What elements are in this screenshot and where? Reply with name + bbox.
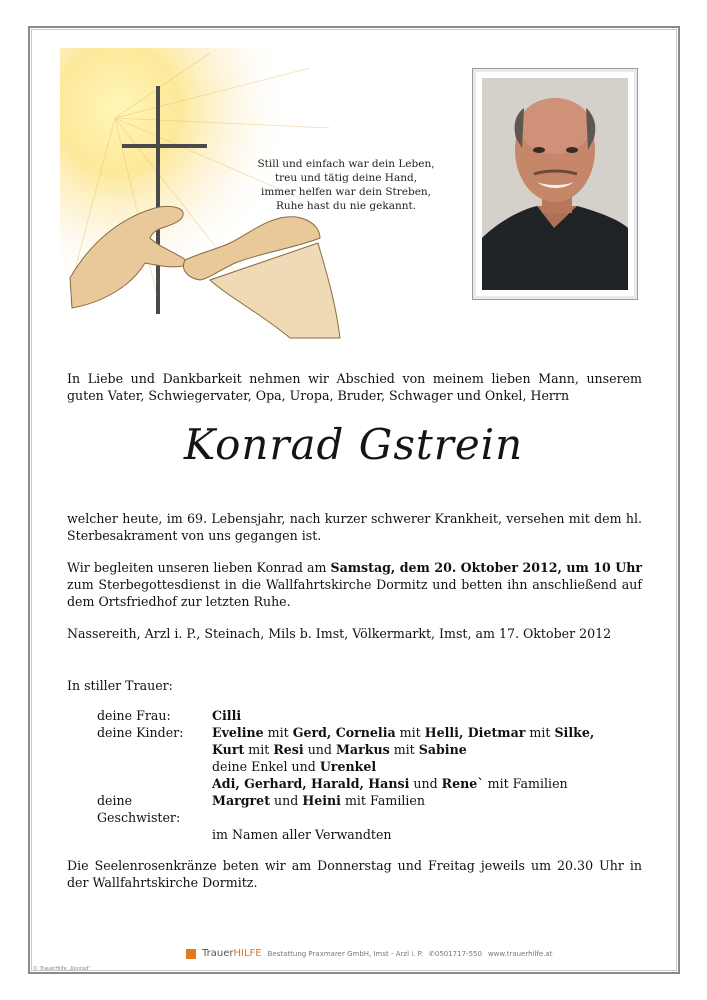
name: Sabine: [418, 742, 467, 757]
trauerhilfe-logo-icon: [186, 949, 196, 959]
phone-number: ✆0501717-550: [429, 949, 482, 958]
role-label: [97, 826, 212, 843]
name: Adi, Gerhard, Harald, Hansi: [212, 776, 410, 791]
role-label: deine Geschwister:: [97, 793, 181, 825]
conj: und: [270, 793, 303, 808]
mourning-heading: In stiller Trauer:: [67, 678, 173, 693]
poem-line: Still und einfach war dein Leben,: [257, 158, 435, 170]
funeral-text: zum Sterbegottesdienst in die Wallfahrtskirche Dormitz und betten ihn anschließend auf dem Ortsfriedhof zur letzten Ruhe.: [67, 577, 642, 609]
poem-line: Ruhe hast du nie gekannt.: [275, 200, 417, 212]
role-label: [97, 758, 212, 775]
name: Kurt: [212, 742, 245, 757]
mourner-names: [212, 707, 241, 724]
funeral-date: Samstag, dem 20. Oktober 2012, um 10 Uhr: [330, 560, 642, 575]
death-notice: welcher heute, im 69. Lebensjahr, nach kurzer schwerer Krankheit, versehen mit dem hl. Sterbesakrament von uns gegangen ist.: [67, 511, 642, 543]
name: Helli, Dietmar: [424, 725, 526, 740]
mourner-row: [97, 758, 594, 775]
website-link[interactable]: www.trauerhilfe.at: [487, 949, 553, 958]
name: Resi: [273, 742, 304, 757]
logo-part: HILFE: [233, 948, 262, 959]
conj: mit Familien: [483, 776, 568, 791]
mourner-names: [212, 724, 594, 741]
conj: und: [303, 742, 336, 757]
mourner-names: [212, 758, 376, 775]
mourner-row: [97, 724, 594, 741]
mourners-list: [97, 707, 594, 843]
rosary-info: Die Seelenrosenkränze beten wir am Donnerstag und Freitag jeweils um 20.30 Uhr in der Wallfahrtskirche Dormitz.: [67, 858, 642, 890]
name: Urenkel: [319, 759, 377, 774]
mourner-names: [212, 792, 425, 826]
role-label: deine Frau:: [97, 708, 171, 723]
name: Rene`: [441, 776, 484, 791]
company-info: Bestattung Praxmarer GmbH, Imst - Arzl i. P.: [267, 949, 423, 958]
mourner-row: [97, 792, 594, 826]
funeral-text: Wir begleiten unseren lieben Konrad am: [67, 560, 331, 575]
intro-text: In Liebe und Dankbarkeit nehmen wir Abschied von meinem lieben Mann, unserem guten Vater, Schwiegervater, Opa, Uropa, Bruder, Schwager und Onkel, Herrn: [67, 371, 642, 403]
mourner-row: [97, 741, 594, 758]
logo-part: Trauer: [202, 948, 234, 959]
name: Eveline: [212, 725, 264, 740]
conj: mit: [263, 725, 293, 740]
copyright: © TrauerHilfe „Konrad“: [33, 966, 91, 972]
name: Silke,: [554, 725, 595, 740]
poem: [256, 157, 436, 213]
conj: mit: [525, 725, 555, 740]
mourner-names: [212, 775, 568, 792]
conj: mit: [389, 742, 419, 757]
mourner-row: [97, 775, 594, 792]
trauerhilfe-logo[interactable]: [202, 948, 262, 959]
poem-line: treu und tätig deine Hand,: [274, 172, 418, 184]
deceased-name: Konrad Gstrein: [183, 420, 524, 469]
role-label: [97, 775, 212, 792]
footer: [186, 948, 552, 959]
name: Margret: [212, 793, 271, 808]
mourner-names: [212, 741, 467, 758]
conj: mit Familien: [340, 793, 425, 808]
role-label: deine Kinder:: [97, 725, 184, 740]
conj: und: [287, 759, 320, 774]
name: Gerd, Cornelia: [292, 725, 396, 740]
mourner-names: im Namen aller Verwandten: [212, 827, 392, 842]
conj: mit: [244, 742, 274, 757]
mourner-row: [97, 707, 594, 724]
conj: und: [409, 776, 442, 791]
role-label: [97, 741, 212, 758]
mourner-row: [97, 826, 594, 843]
place-date: Nassereith, Arzl i. P., Steinach, Mils b. Imst, Völkermarkt, Imst, am 17. Oktober 2012: [67, 626, 612, 641]
poem-line: immer helfen war dein Streben,: [260, 186, 432, 198]
name: Heini: [302, 793, 341, 808]
portrait-photo: [482, 78, 628, 290]
name: Markus: [335, 742, 390, 757]
conj: mit: [395, 725, 425, 740]
name: Cilli: [212, 708, 242, 723]
funeral-info: [67, 559, 642, 610]
conj: deine Enkel: [212, 759, 288, 774]
